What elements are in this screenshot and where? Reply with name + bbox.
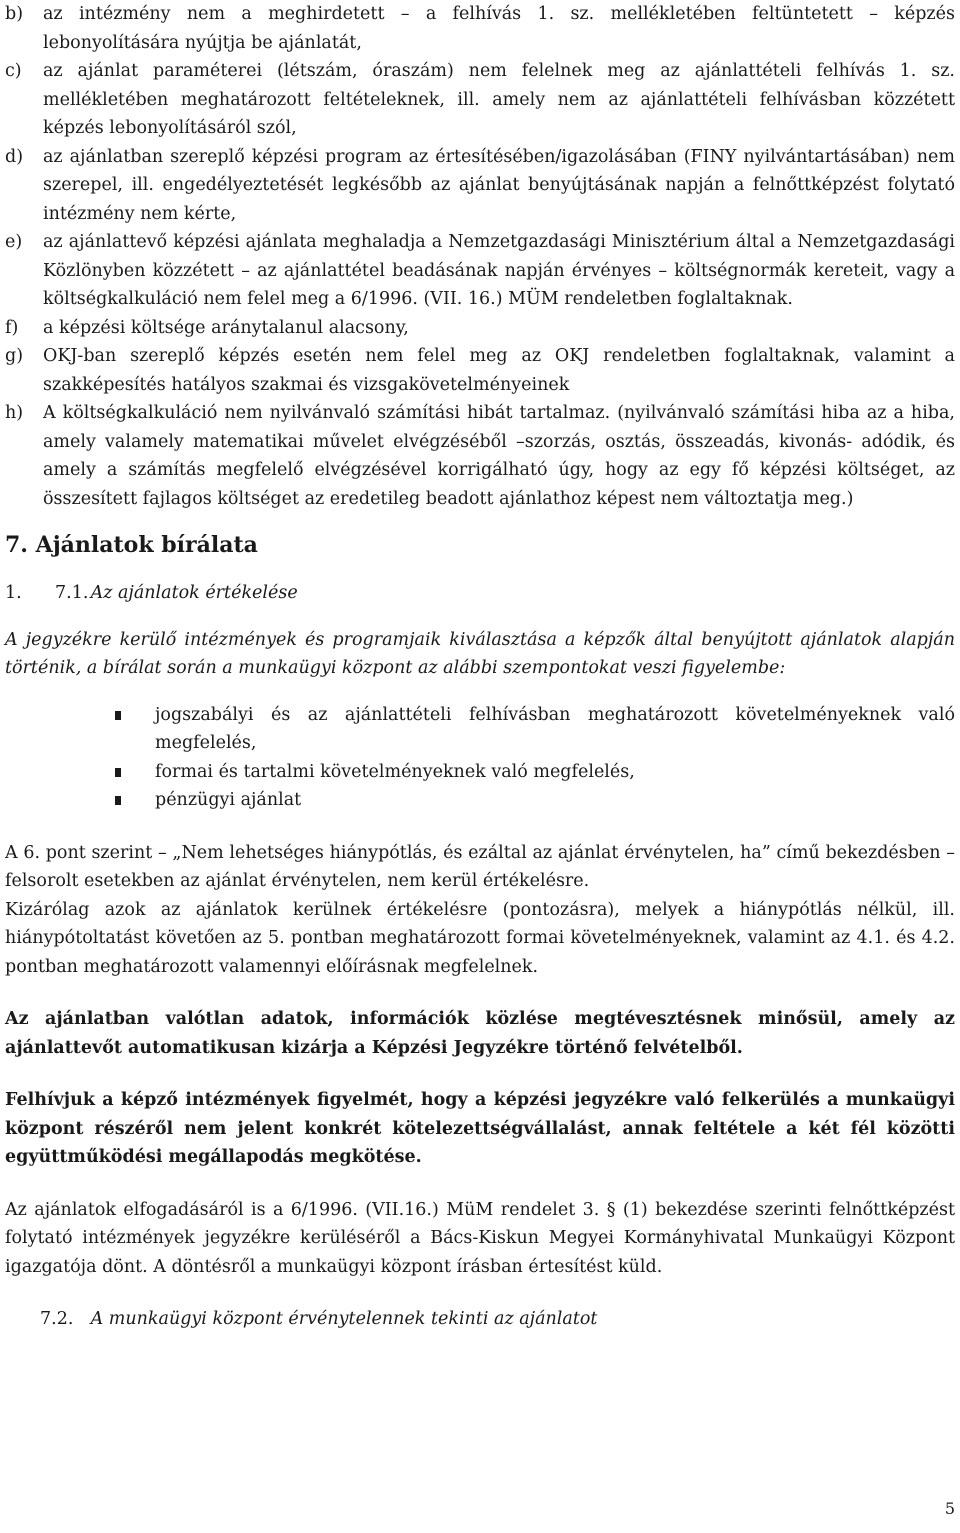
subsection-number: 7.2. — [40, 1309, 74, 1329]
paragraph-registry-notice: Felhívjuk a képző intézmények figyelmét, hogy a képzési jegyzékre való felkerülés a munkaügyi központ részéről nem jelent konkrét kötelezettségvállalást, annak feltétele a két fél közötti együttműködési megállapodás megkötése. — [5, 1090, 955, 1167]
subsection-title: Az ajánlatok értékelése — [90, 583, 298, 603]
paragraph-point-6: A 6. pont szerint – „Nem lehetséges hiánypótlás, és ezáltal az ajánlat érvénytelen, ha” című bekezdésben – felsorolt esetekben az ajánlat érvénytelen, nem kerül értékelésre. — [5, 842, 955, 891]
list-text: az ajánlat paraméterei (létszám, óraszám) nem felelnek meg az ajánlattételi felhívás 1. sz. mellékletében meghatározott feltételeknek, ill. amely nem az ajánlattételi felhívásban közzétett képzés lebonyolításáról szól, — [43, 61, 955, 138]
list-item — [5, 399, 955, 513]
bullet-item — [115, 701, 955, 758]
subsection-title: A munkaügyi központ érvénytelennek tekinti az ajánlatot — [90, 1309, 598, 1329]
bullet-item — [115, 758, 955, 787]
list-item — [5, 0, 955, 57]
list-marker: b) — [5, 4, 24, 24]
list-item — [5, 57, 955, 143]
list-item — [5, 314, 955, 343]
square-bullet-icon — [115, 758, 155, 787]
list-text: az intézmény nem a meghirdetett – a felhívás 1. sz. mellékletében feltüntetett – képzés lebonyolítására nyújtja be ajánlatát, — [43, 4, 955, 53]
document-page — [5, 0, 955, 1533]
list-text: OKJ-ban szereplő képzés esetén nem felel meg az OKJ rendeletben foglaltaknak, valamint a szakképesítés hatályos szakmai és vizsgakövetelményeinek — [43, 346, 955, 395]
page-number: 5 — [944, 1498, 955, 1518]
square-bullet-icon — [115, 701, 155, 758]
list-marker: d) — [5, 146, 24, 167]
criteria-bullet-list — [5, 701, 955, 815]
list-marker: h) — [5, 403, 24, 423]
list-marker: c) — [5, 61, 22, 81]
bullet-text: formai és tartalmi követelményeknek való megfelelés, — [155, 761, 635, 782]
evaluation-intro: A jegyzékre kerülő intézmények és programjaik kiválasztása a képzők által benyújtott ajánlatok alapján történik, a bírálat során a munkaügyi központ az alábbi szempontokat veszi figyelembe: — [5, 629, 955, 678]
invalidity-list — [5, 0, 955, 513]
subsection-outline-number: 1. — [5, 583, 22, 603]
paragraph-false-data-warning: Az ajánlatban valótlan adatok, információk közlése megtévesztésnek minősül, amely az ajánlattevőt automatikusan kizárja a Képzési Jegyzékre történő felvételből. — [5, 1009, 955, 1058]
subsection-heading — [5, 579, 955, 608]
list-text: az ajánlatban szereplő képzési program az értesítésében/igazolásában (FINY nyilvántartásában) nem szerepel, ill. engedélyeztetését legkésőbb az ajánlat benyújtásának napján a felnőttképzést folytató intézmény nem kérte, — [43, 146, 955, 224]
list-marker: f) — [5, 317, 19, 338]
square-bullet-icon — [115, 786, 155, 815]
list-item — [5, 143, 955, 229]
bullet-text: jogszabályi és az ajánlattételi felhívásban meghatározott követelményeknek való megfelelés, — [155, 704, 955, 753]
list-text: az ajánlattevő képzési ajánlata meghaladja a Nemzetgazdasági Minisztérium által a Nemzetgazdasági Közlönyben közzétett – az ajánlattétel beadásának napján érvényes – költségnormák kereteit, vagy a költségkalkuláció nem felel meg a 6/1996. (VII. 16.) MÜM rendeletben foglaltaknak. — [43, 232, 955, 309]
bullet-item — [115, 786, 955, 815]
list-item — [5, 228, 955, 314]
paragraph-acceptance: Az ajánlatok elfogadásáról is a 6/1996. (VII.16.) MüM rendelet 3. § (1) bekezdése szerinti felnőttképzést folytató intézmények jegyzékre kerüléséről a Bács-Kiskun Megyei Kormányhivatal Munkaügyi Központ igazgatója dönt. A döntésről a munkaügyi központ írásban értesítést küld. — [5, 1199, 955, 1277]
paragraph-exclusive-evaluation: Kizárólag azok az ajánlatok kerülnek értékelésre (pontozásra), melyek a hiánypótlás nélkül, ill. hiánypótoltatást követően az 5. pontban meghatározott formai követelményeknek, valamint az 4.1. és 4.2. pontban meghatározott valamennyi előírásnak megfelelnek. — [5, 899, 955, 977]
list-item — [5, 342, 955, 399]
list-text: A költségkalkuláció nem nyilvánvaló számítási hibát tartalmaz. (nyilvánvaló számítási hiba az a hiba, amely valamely matematikai művelet elvégzéséből –szorzás, osztás, összeadás, kivonás- adódik, és amely a számítás megfelelő elvégzésével korrigálható úgy, hogy az egy fő képzési költséget, az összesített fajlagos költséget az eredetileg beadott ajánlathoz képest nem változtatja meg.) — [43, 403, 955, 509]
list-marker: g) — [5, 346, 24, 366]
bullet-text: pénzügyi ajánlat — [155, 790, 302, 810]
subsection-heading-7-2 — [5, 1305, 955, 1334]
subsection-number: 7.1. — [55, 583, 89, 603]
list-marker: e) — [5, 232, 23, 252]
list-text: a képzési költsége aránytalanul alacsony, — [43, 317, 409, 338]
section-heading: 7. Ajánlatok bírálata — [5, 532, 258, 558]
